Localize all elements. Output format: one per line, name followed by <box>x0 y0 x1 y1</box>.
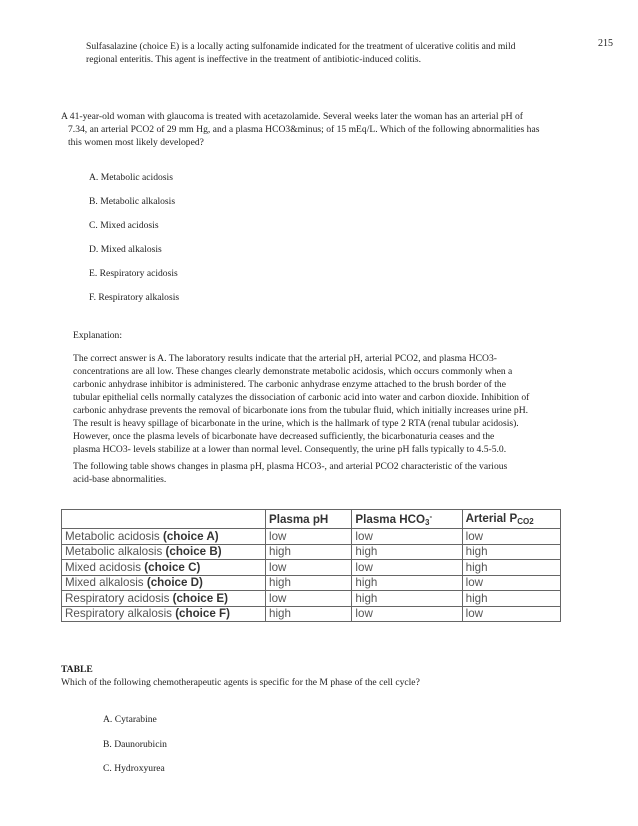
choice-letter: (choice C) <box>144 560 201 574</box>
prior-explanation-line-1: Sulfasalazine (choice E) is a locally acting sulfonamide indicated for the treatment of ulcerative colitis and mild <box>86 41 516 52</box>
explanation-line: The following table shows changes in plasma pH, plasma HCO3-, and arterial PCO2 characteristic of the various <box>73 461 508 472</box>
plasma-hco3-cell: low <box>352 560 462 576</box>
abnormality-name: Metabolic acidosis <box>65 529 163 543</box>
plasma-ph-cell: high <box>266 544 352 560</box>
table-row <box>62 529 561 545</box>
header-plasma-ph: Plasma pH <box>266 510 352 529</box>
plasma-ph-cell: high <box>266 606 352 622</box>
explanation-line: carbonic anhydrase prevents the removal of bicarbonate ions from the tubular fluid, which initially increases urine pH. <box>73 405 529 416</box>
choice-letter: (choice D) <box>146 576 203 590</box>
page-number: 215 <box>598 38 613 49</box>
abnormality-name: Mixed acidosis <box>65 560 145 574</box>
row-label <box>62 591 266 607</box>
acid-base-table <box>61 509 561 622</box>
explanation-line: plasma HCO3- levels stabilize at a lower than normal level. Consequently, the urine pH falls typically to 4.5-5.0. <box>73 444 507 455</box>
plasma-hco3-cell: low <box>352 529 462 545</box>
row-label <box>62 529 266 545</box>
arterial-pco2-cell: high <box>462 591 560 607</box>
q2-answer-option-b: B. Daunorubicin <box>103 739 167 750</box>
header-hco3-superscript: - <box>429 511 433 521</box>
choice-letter: (choice B) <box>165 545 222 559</box>
row-label <box>62 606 266 622</box>
table-row <box>62 544 561 560</box>
question-1-line-3: this women most likely developed? <box>68 137 204 148</box>
explanation-line: tubular epithelial cells normally catalyzes the dissociation of carbonic acid into water and carbon dioxide. Inhibition of <box>73 392 530 403</box>
explanation-line: carbonic anhydrase inhibitor is administered. The carbonic anhydrase enzyme attached to the brush border of the <box>73 379 506 390</box>
answer-option-c: C. Mixed acidosis <box>89 220 159 231</box>
row-label <box>62 575 266 591</box>
arterial-pco2-cell: low <box>462 529 560 545</box>
answer-option-a: A. Metabolic acidosis <box>89 172 173 183</box>
arterial-pco2-cell: high <box>462 544 560 560</box>
header-hco3-text: Plasma HCO <box>355 512 426 526</box>
abnormality-name: Mixed alkalosis <box>65 576 147 590</box>
choice-letter: (choice F) <box>175 607 230 621</box>
plasma-hco3-cell: low <box>352 606 462 622</box>
explanation-line: The correct answer is A. The laboratory results indicate that the arterial pH, arterial PCO2, and plasma HCO3- <box>73 353 497 364</box>
explanation-paragraph-2 <box>73 460 507 486</box>
table-label: TABLE <box>61 664 93 675</box>
answer-option-b: B. Metabolic alkalosis <box>89 196 176 207</box>
table-row <box>62 575 561 591</box>
arterial-pco2-cell: low <box>462 575 560 591</box>
row-label <box>62 544 266 560</box>
plasma-ph-cell: high <box>266 575 352 591</box>
header-pco2-subscript: CO2 <box>517 517 534 526</box>
abnormality-name: Respiratory alkalosis <box>65 607 176 621</box>
question-1-line-1: A 41-year-old woman with glaucoma is treated with acetazolamide. Several weeks later the woman has an arterial pH of <box>61 111 523 122</box>
plasma-ph-cell: low <box>266 560 352 576</box>
answer-option-f: F. Respiratory alkalosis <box>89 292 180 303</box>
explanation-paragraph-1 <box>73 352 529 456</box>
plasma-ph-cell: low <box>266 591 352 607</box>
plasma-hco3-cell: high <box>352 544 462 560</box>
table-row <box>62 560 561 576</box>
explanation-line: The result is heavy spillage of bicarbonate in the urine, which is the hallmark of type 2 RTA (renal tubular acidosis). <box>73 418 519 429</box>
abnormality-name: Metabolic alkalosis <box>65 545 166 559</box>
header-blank <box>62 510 266 529</box>
row-label <box>62 560 266 576</box>
question-2-line-1: Which of the following chemotherapeutic agents is specific for the M phase of the cell cycle? <box>61 677 420 688</box>
plasma-hco3-cell: high <box>352 575 462 591</box>
abnormality-name: Respiratory acidosis <box>65 591 173 605</box>
explanation-line: However, once the plasma levels of bicarbonate have decreased sufficiently, the bicarbonaturia ceases and the <box>73 431 495 442</box>
prior-explanation-line-2: regional enteritis. This agent is ineffective in the treatment of antibiotic-induced colitis. <box>86 54 422 65</box>
explanation-line: concentrations are all low. These changes clearly demonstrate metabolic acidosis, which occurs commonly when a <box>73 366 513 377</box>
choice-letter: (choice A) <box>162 529 219 543</box>
table-header-row <box>62 510 561 529</box>
header-hco3-subscript: 3 <box>425 517 430 527</box>
choice-letter: (choice E) <box>172 591 229 605</box>
arterial-pco2-cell: low <box>462 606 560 622</box>
table-row <box>62 591 561 607</box>
header-pco2-text: Arterial P <box>465 512 518 525</box>
header-arterial-pco2 <box>462 510 560 529</box>
answer-option-e: E. Respiratory acidosis <box>89 268 178 279</box>
q2-answer-option-c: C. Hydroxyurea <box>103 763 165 774</box>
answer-option-d: D. Mixed alkalosis <box>89 244 162 255</box>
arterial-pco2-cell: high <box>462 560 560 576</box>
explanation-heading: Explanation: <box>73 330 123 341</box>
explanation-line: acid-base abnormalities. <box>73 474 167 485</box>
table-row <box>62 606 561 622</box>
plasma-ph-cell: low <box>266 529 352 545</box>
plasma-hco3-cell: high <box>352 591 462 607</box>
header-plasma-hco3 <box>352 510 462 529</box>
question-1-line-2: 7.34, an arterial PCO2 of 29 mm Hg, and a plasma HCO3&minus; of 15 mEq/L. Which of the following abnormalities has <box>68 124 540 135</box>
q2-answer-option-a: A. Cytarabine <box>103 714 157 725</box>
